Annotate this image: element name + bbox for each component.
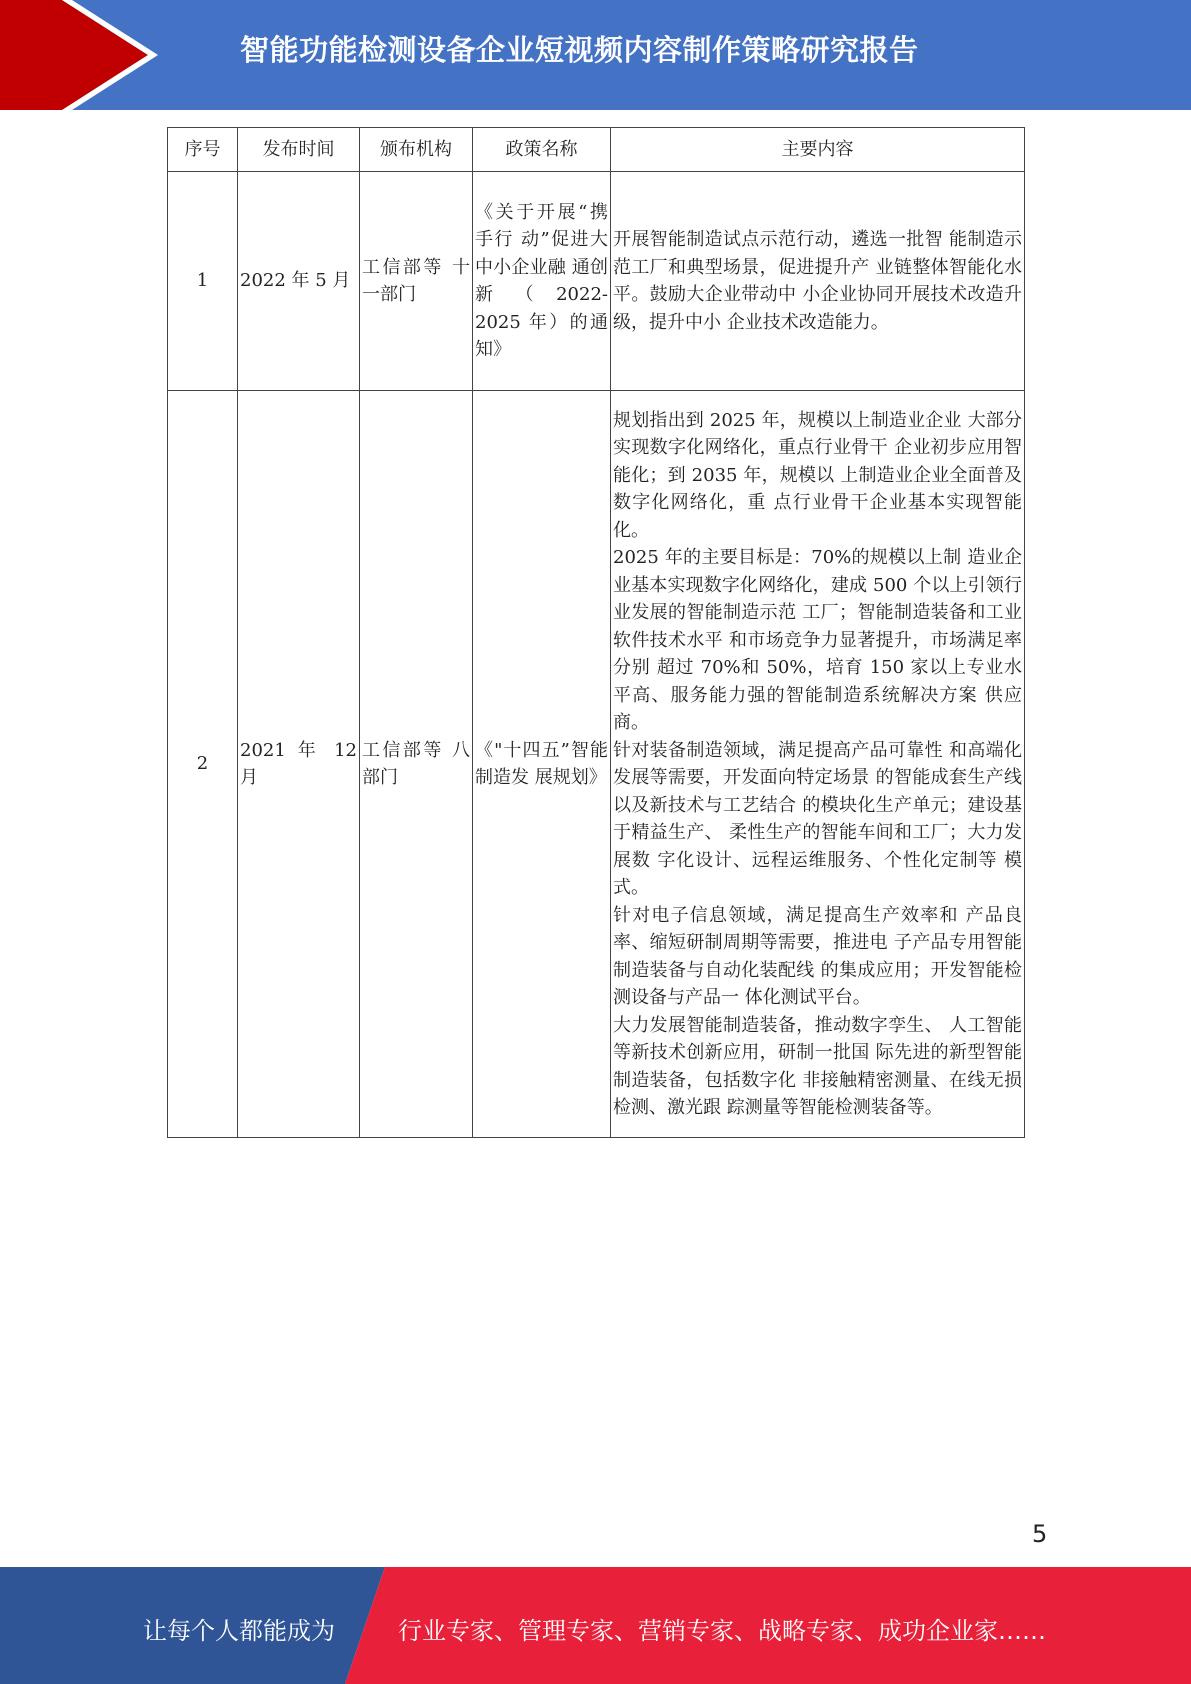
issuing-agency: 工信部等 八部门 xyxy=(360,391,473,1138)
table-row xyxy=(168,391,1025,1138)
table-header-row xyxy=(168,128,1025,172)
footer-slogan-left: 让每个人都能成为 xyxy=(143,1617,335,1645)
content-paragraph: 2025 年的主要目标是：70%的规模以上制 造业企业基本实现数字化网络化，建成 500 个以上引领行业发展的智能制造示范 工厂；智能制造装备和工业软件技术水平 和市场竞争力显著提升，市场满足率分别 超过 70%和 50%，培育 150 家以上专业水平高、服务能力强的智能制造系统解决方案 供应商。 xyxy=(613,547,1022,733)
main-content xyxy=(611,172,1025,391)
content-paragraph: 大力发展智能制造装备，推动数字孪生、 人工智能等新技术创新应用，研制一批国 际先进的新型智能制造装备，包括数字化 非接触精密测量、在线无损检测、激光跟 踪测量等智能检测装备等。 xyxy=(613,1014,1022,1118)
content-paragraph: 规划指出到 2025 年，规模以上制造业企业 大部分实现数字化网络化，重点行业骨干 企业初步应用智能化；到 2035 年，规模以 上制造业企业全面普及数字化网络化，重 点行业骨干企业基本实现智能化。 xyxy=(613,409,1022,541)
policy-name: 《关于开展“携手行 动”促进大 中小企业融 通创新 （ 2022-2025 年）的通 知》 xyxy=(473,172,611,391)
content-paragraph: 针对装备制造领域，满足提高产品可靠性 和高端化发展等需要，开发面向特定场景 的智能成套生产线以及新技术与工艺结合 的模块化生产单元；建设基于精益生产、 柔性生产的智能车间和工厂；大力发展数 字化设计、远程运维服务、个性化定制等 模式。 xyxy=(613,739,1022,898)
header-cell-policy: 政策名称 xyxy=(473,128,611,172)
page-number: 5 xyxy=(1032,1520,1048,1548)
footer-slogan-right: 行业专家、管理专家、营销专家、战略专家、成功企业家…… xyxy=(398,1617,1046,1645)
main-content xyxy=(611,391,1025,1138)
header-cell-date: 发布时间 xyxy=(238,128,360,172)
content-paragraph: 针对电子信息领域，满足提高生产效率和 产品良率、缩短研制周期等需要，推进电 子产品专用智能制造装备与自动化装配线 的集成应用；开发智能检测设备与产品一 体化测试平台。 xyxy=(613,904,1022,1008)
policy-table xyxy=(167,127,1025,1138)
header-chevron-icon xyxy=(0,0,160,110)
report-title: 智能功能检测设备企业短视频内容制作策略研究报告 xyxy=(240,33,919,67)
content-paragraph: 开展智能制造试点示范行动，遴选一批智 能制造示范工厂和典型场景，促进提升产 业链整体智能化水平。鼓励大企业带动中 小企业协同开展技术改造升级，提升中小 企业技术改造能力。 xyxy=(613,229,1022,333)
header-band xyxy=(0,0,1191,110)
footer-band xyxy=(0,1567,1191,1684)
header-cell-no: 序号 xyxy=(168,128,238,172)
header-cell-agency: 颁布机构 xyxy=(360,128,473,172)
header-cell-content: 主要内容 xyxy=(611,128,1025,172)
issuing-agency: 工信部等 十一部门 xyxy=(360,172,473,391)
release-date: 2022 年 5 月 xyxy=(238,172,360,391)
release-date: 2021 年 12 月 xyxy=(238,391,360,1138)
table-row xyxy=(168,172,1025,391)
policy-name: 《"十四五”智能制造发 展规划》 xyxy=(473,391,611,1138)
row-number: 1 xyxy=(168,172,238,391)
row-number: 2 xyxy=(168,391,238,1138)
